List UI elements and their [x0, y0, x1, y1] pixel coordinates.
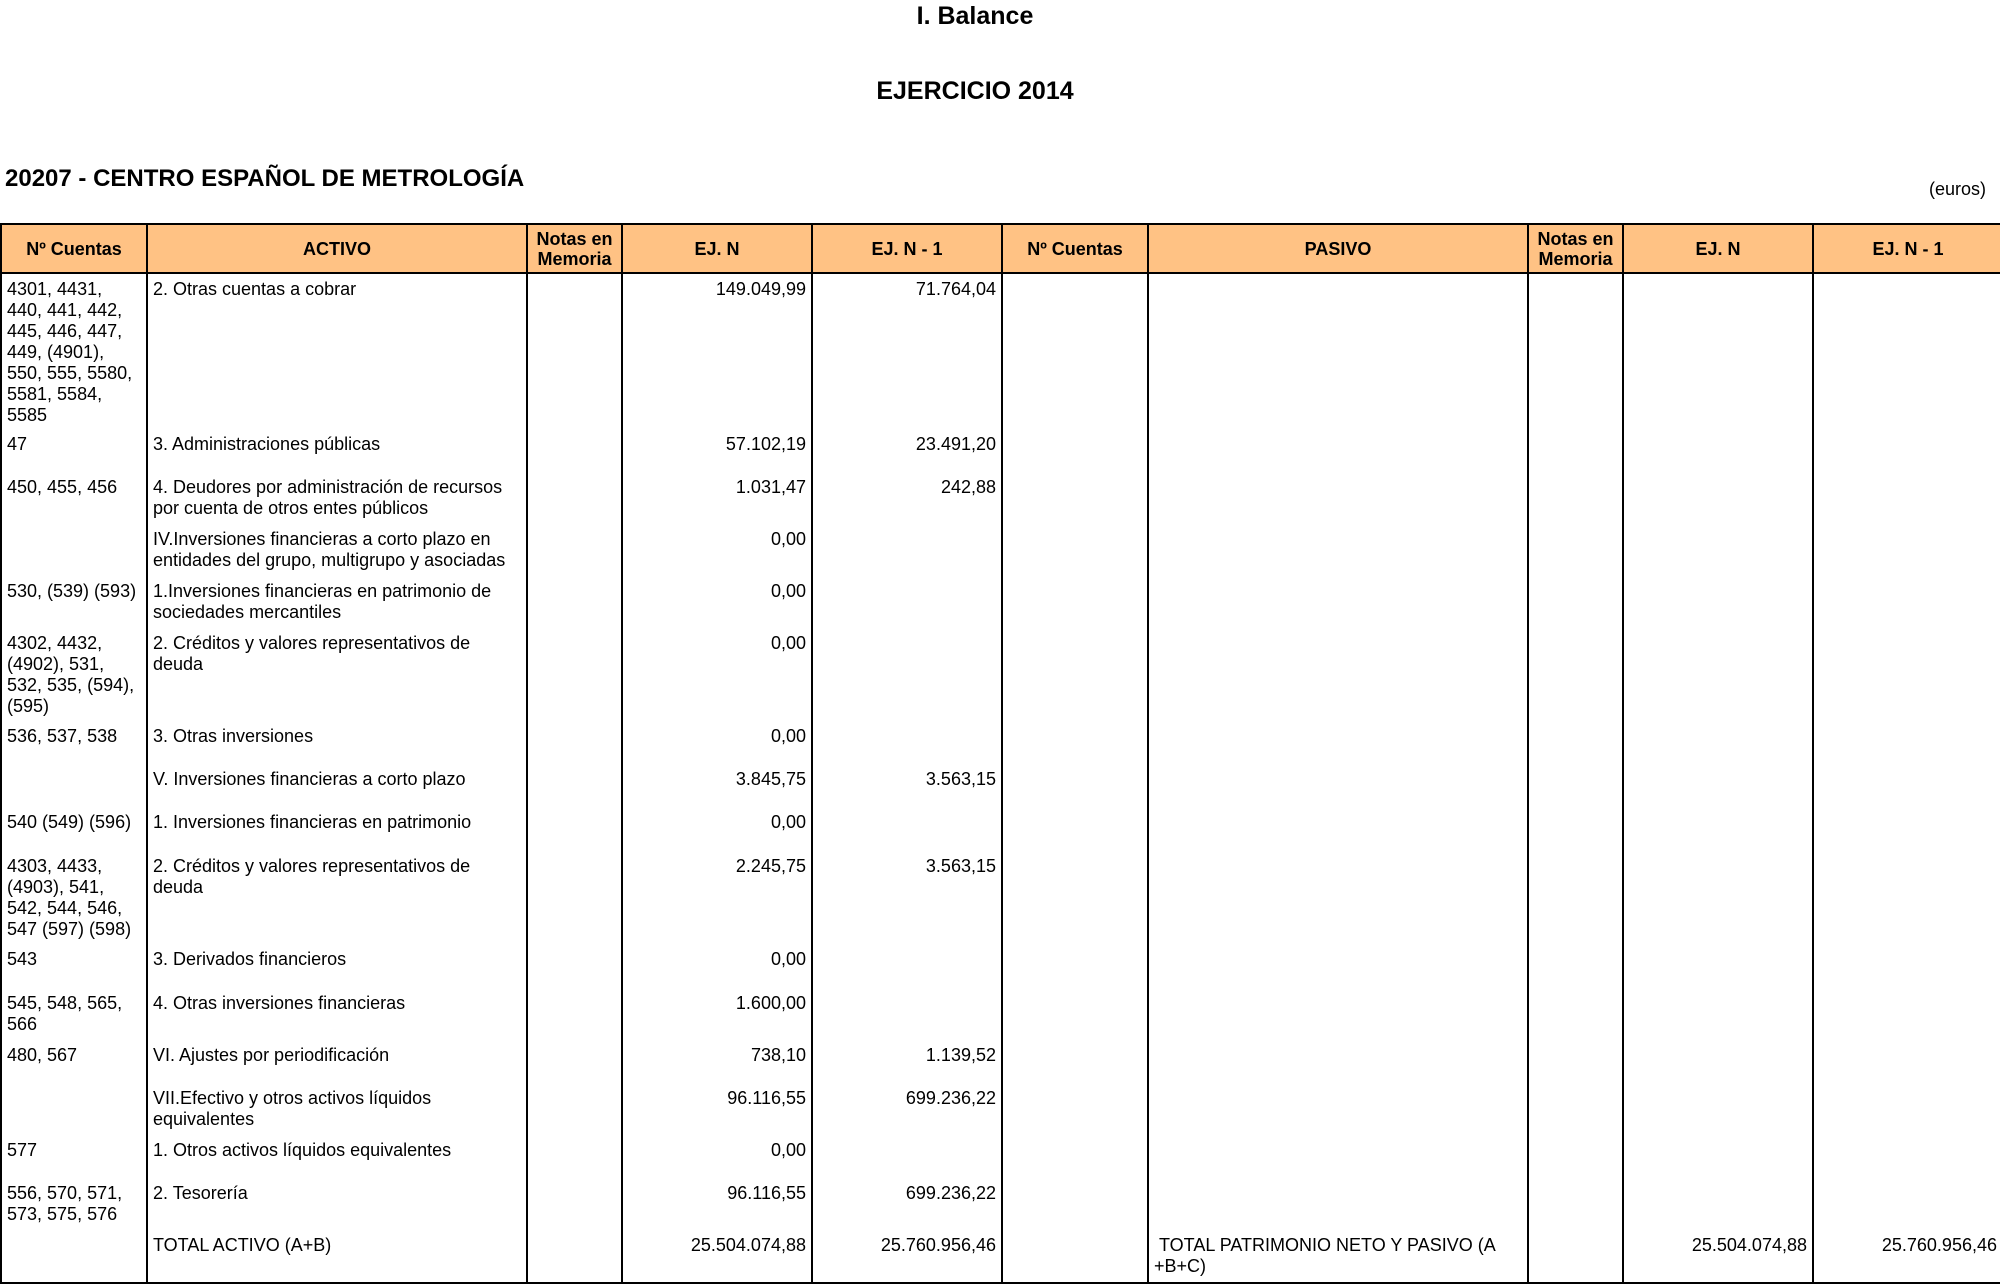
- table-row: [1, 1178, 2000, 1230]
- cell-notas: [527, 472, 622, 524]
- cell-ej-n-1: [812, 721, 1002, 764]
- cell-activo: 1. Inversiones financieras en patrimonio: [147, 807, 527, 851]
- cell-ej-n-1: 3.563,15: [812, 851, 1002, 944]
- cell-ej-n-1: [812, 576, 1002, 628]
- cell-activo: 2. Tesorería: [147, 1178, 527, 1230]
- cell-notas: [527, 1135, 622, 1178]
- cell-ej-n-1: 699.236,22: [812, 1083, 1002, 1135]
- cell-ej-n-1: 1.139,52: [812, 1040, 1002, 1083]
- cell-notas: [527, 721, 622, 764]
- cell-cuentas: 556, 570, 571, 573, 575, 576: [1, 1178, 147, 1230]
- cell-ej-n-1: [812, 807, 1002, 851]
- cell-activo: VII.Efectivo y otros activos líquidos equivalentes: [147, 1083, 527, 1135]
- cell-ej-n: 2.245,75: [622, 851, 812, 944]
- cell-notas: [527, 429, 622, 472]
- table-row: [1, 628, 2000, 721]
- cell-cuentas: 4302, 4432, (4902), 531, 532, 535, (594), (595): [1, 628, 147, 721]
- cell-ej-n: 0,00: [622, 807, 812, 851]
- cell-notas: [527, 807, 622, 851]
- cell-cuentas: 530, (539) (593): [1, 576, 147, 628]
- cell-activo: 4. Otras inversiones financieras: [147, 988, 527, 1040]
- cell-cuentas: [1, 764, 147, 807]
- cell-ej-n: 149.049,99: [622, 273, 812, 429]
- cell-activo: 2. Otras cuentas a cobrar: [147, 273, 527, 429]
- header-ej-n-1-pasivo: EJ. N - 1: [1813, 224, 2000, 273]
- cell-ej-n-1: [812, 1135, 1002, 1178]
- cell-cuentas: [1, 1083, 147, 1135]
- cell-ej-n-1: [812, 524, 1002, 576]
- cell-ej-n: 57.102,19: [622, 429, 812, 472]
- cell-ej-n-1: 23.491,20: [812, 429, 1002, 472]
- cell-notas: [527, 1178, 622, 1230]
- cell-cuentas: 536, 537, 538: [1, 721, 147, 764]
- table-row: [1, 576, 2000, 628]
- total-activo-ej-n-1: 25.760.956,46: [812, 1230, 1002, 1283]
- cell-ej-n-1: 3.563,15: [812, 764, 1002, 807]
- fiscal-year-title: EJERCICIO 2014: [876, 77, 1074, 105]
- cell-ej-n-1: 699.236,22: [812, 1178, 1002, 1230]
- header-notas: Notas en Memoria: [527, 224, 622, 273]
- cell-cuentas: 4303, 4433, (4903), 541, 542, 544, 546, 547 (597) (598): [1, 851, 147, 944]
- cell-ej-n: 0,00: [622, 944, 812, 988]
- report-title: I. Balance: [916, 2, 1034, 30]
- cell-activo: 1.Inversiones financieras en patrimonio de sociedades mercantiles: [147, 576, 527, 628]
- header-ej-n-1: EJ. N - 1: [812, 224, 1002, 273]
- table-row: [1, 764, 2000, 807]
- table-row: [1, 988, 2000, 1040]
- total-activo-ej-n: 25.504.074,88: [622, 1230, 812, 1283]
- cell-activo: 3. Otras inversiones: [147, 721, 527, 764]
- table-row: [1, 1040, 2000, 1083]
- cell-notas: [527, 576, 622, 628]
- header-ej-n: EJ. N: [622, 224, 812, 273]
- table-row: [1, 273, 2000, 429]
- table-row: [1, 472, 2000, 524]
- cell-ej-n: 0,00: [622, 524, 812, 576]
- cell-ej-n-1: [812, 988, 1002, 1040]
- cell-notas: [527, 1040, 622, 1083]
- cell-notas: [527, 524, 622, 576]
- cell-notas: [527, 944, 622, 988]
- total-activo-label: TOTAL ACTIVO (A+B): [147, 1230, 527, 1283]
- header-ej-n-pasivo: EJ. N: [1623, 224, 1813, 273]
- table-row: [1, 429, 2000, 472]
- cell-cuentas: 545, 548, 565, 566: [1, 988, 147, 1040]
- cell-cuentas: 577: [1, 1135, 147, 1178]
- cell-cuentas: 480, 567: [1, 1040, 147, 1083]
- cell-notas: [527, 628, 622, 721]
- header-activo: ACTIVO: [147, 224, 527, 273]
- cell-notas: [527, 273, 622, 429]
- cell-ej-n: 0,00: [622, 628, 812, 721]
- total-pasivo-ej-n-1: 25.760.956,46: [1813, 1230, 2000, 1283]
- cell-cuentas: [1, 524, 147, 576]
- cell-activo: 2. Créditos y valores representativos de deuda: [147, 628, 527, 721]
- cell-ej-n: 1.031,47: [622, 472, 812, 524]
- entity-name: 20207 - CENTRO ESPAÑOL DE METROLOGÍA: [5, 165, 525, 192]
- cell-activo: VI. Ajustes por periodificación: [147, 1040, 527, 1083]
- header-cuentas: Nº Cuentas: [1, 224, 147, 273]
- cell-ej-n: 0,00: [622, 1135, 812, 1178]
- cell-activo: 1. Otros activos líquidos equivalentes: [147, 1135, 527, 1178]
- table-row: [1, 851, 2000, 944]
- cell-cuentas: 450, 455, 456: [1, 472, 147, 524]
- cell-activo: V. Inversiones financieras a corto plazo: [147, 764, 527, 807]
- header-cuentas-pasivo: Nº Cuentas: [1002, 224, 1148, 273]
- cell-activo: IV.Inversiones financieras a corto plazo en entidades del grupo, multigrupo y asociadas: [147, 524, 527, 576]
- table-row: [1, 721, 2000, 764]
- cell-cuentas: 540 (549) (596): [1, 807, 147, 851]
- table-row: [1, 1135, 2000, 1178]
- cell-cuentas: 543: [1, 944, 147, 988]
- cell-ej-n-1: 242,88: [812, 472, 1002, 524]
- currency-units: (euros): [1928, 179, 1986, 199]
- balance-table: [0, 223, 2000, 1284]
- header-pasivo: PASIVO: [1148, 224, 1528, 273]
- total-pasivo-label: TOTAL PATRIMONIO NETO Y PASIVO (A +B+C): [1148, 1230, 1528, 1283]
- cell-ej-n: 738,10: [622, 1040, 812, 1083]
- cell-cuentas: 47: [1, 429, 147, 472]
- cell-activo: 3. Administraciones públicas: [147, 429, 527, 472]
- total-row: [1, 1230, 2000, 1283]
- cell-ej-n: 1.600,00: [622, 988, 812, 1040]
- table-row: [1, 1083, 2000, 1135]
- cell-notas: [527, 1083, 622, 1135]
- cell-ej-n-1: [812, 628, 1002, 721]
- cell-ej-n: 0,00: [622, 576, 812, 628]
- table-row: [1, 944, 2000, 988]
- table-header: [1, 224, 2000, 273]
- cell-ej-n-1: 71.764,04: [812, 273, 1002, 429]
- cell-activo: 2. Créditos y valores representativos de deuda: [147, 851, 527, 944]
- cell-notas: [527, 988, 622, 1040]
- cell-ej-n: 96.116,55: [622, 1083, 812, 1135]
- cell-ej-n: 3.845,75: [622, 764, 812, 807]
- cell-cuentas: 4301, 4431, 440, 441, 442, 445, 446, 447, 449, (4901), 550, 555, 5580, 5581, 5584, 5585: [1, 273, 147, 429]
- table-row: [1, 524, 2000, 576]
- table-body: [1, 273, 2000, 1283]
- cell-notas: [527, 851, 622, 944]
- table-row: [1, 807, 2000, 851]
- cell-ej-n-1: [812, 944, 1002, 988]
- header-notas-pasivo: Notas en Memoria: [1528, 224, 1623, 273]
- cell-activo: 4. Deudores por administración de recursos por cuenta de otros entes públicos: [147, 472, 527, 524]
- cell-ej-n: 0,00: [622, 721, 812, 764]
- cell-activo: 3. Derivados financieros: [147, 944, 527, 988]
- cell-notas: [527, 764, 622, 807]
- total-pasivo-ej-n: 25.504.074,88: [1623, 1230, 1813, 1283]
- cell-ej-n: 96.116,55: [622, 1178, 812, 1230]
